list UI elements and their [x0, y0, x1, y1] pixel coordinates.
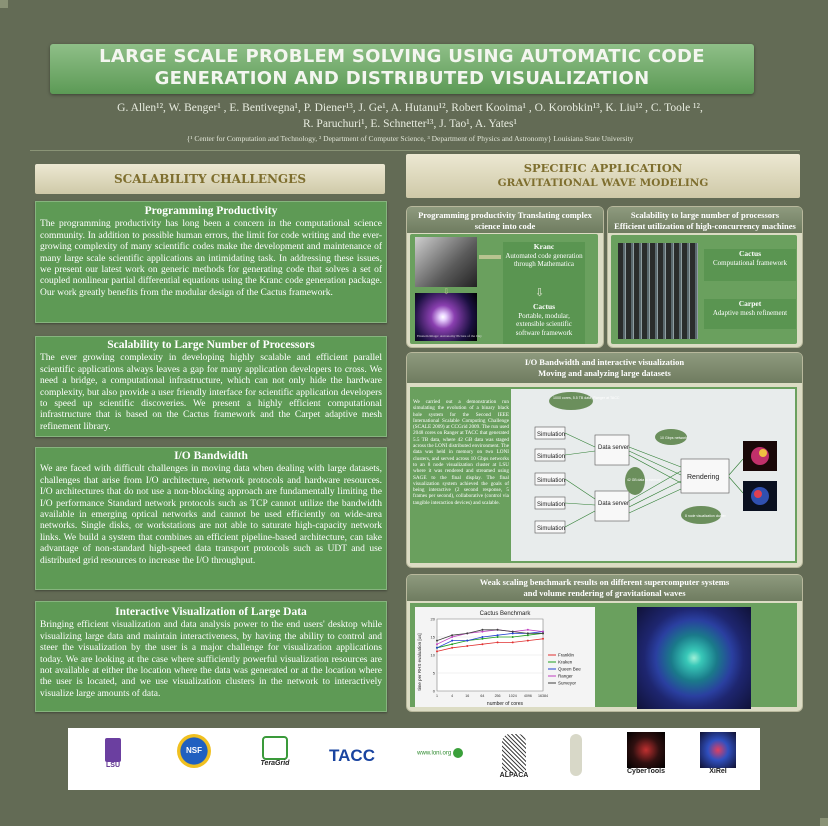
bubble-cores-text: 1000 cores, 5.5 TB data, Ranger at TACC — [553, 396, 620, 400]
x-tick-label: 1 — [436, 694, 438, 698]
loni-icon — [453, 748, 463, 758]
chart-xlabel: number of cores — [486, 701, 524, 707]
gravitational-wave-render — [637, 607, 751, 709]
poster-title — [50, 44, 754, 94]
section-body: Bringing efficient visualization and data analysis power to the end users' desktop while visualizing large data and maintain interactiveness, by having the ability to control and steer the visualization by the user is a major challenge for visualization applications today. We are looking at the case where sufficiently powerful visualization resources are not available at either the location where the data was generated or at the location where the user is located, and we use visualization clusters in the network to interactively visualize large amounts of data. — [40, 620, 382, 699]
io-diagram — [511, 389, 795, 561]
data-point — [436, 647, 438, 649]
panel-benchmark — [406, 574, 803, 712]
cactus-framework-box — [704, 249, 796, 281]
data-point — [497, 636, 499, 638]
data-point — [481, 638, 483, 640]
data-point — [497, 641, 499, 643]
nsf-logo — [174, 734, 214, 768]
lsu-icon — [105, 738, 121, 762]
data-point — [527, 629, 529, 631]
right-column-header — [406, 154, 800, 198]
data-point — [527, 640, 529, 642]
panel-scalability-title-2: Efficient utilization of high-concurrency machines — [614, 221, 796, 231]
right-header-line-1: SPECIFIC APPLICATION — [523, 161, 683, 175]
chart-ylabel: time per RHS evaluation [us] — [417, 633, 422, 691]
authors-line-1: G. Allen¹², W. Benger¹ , E. Bentivegna¹, P. Diener¹³, J. Ge¹, A. Hutanu¹², Robert Kooima¹ , O. Korobkin¹³, K. Liu¹² , C. Toole ¹², — [117, 102, 703, 114]
section-heading: I/O Bandwidth — [174, 450, 248, 462]
section-body: The programming productivity has long been a concern in the computational science community. In addition to possible human errors, the limit for code writing and the ever-growing complexity of many scientific codes make the development and maintenance of many large scale scientific applications an intimidating task. In addressing these issues, we present our latest work on generic methods for generating code that solves a set of coupled nonlinear partial differential equations using the Kranc code generation package. Our work greatly benefits from the modular design of the Cactus framework. — [40, 219, 382, 298]
panel-scalability-title — [608, 207, 802, 233]
arrow-down-icon: ⇩ — [443, 287, 450, 296]
data-point — [451, 640, 453, 642]
loni-logo — [412, 748, 468, 758]
header-divider — [30, 150, 800, 151]
data-point — [466, 645, 468, 647]
x-tick-label: 256 — [494, 694, 501, 698]
y-tick-label: 15 — [430, 634, 435, 640]
sim-label: Simulation — [537, 502, 566, 508]
carpet-text: Adaptive mesh refinement — [712, 308, 788, 317]
data-server-label-1: Data server — [598, 445, 630, 451]
title-line-2: GENERATION AND DISTRIBUTED VISUALIZATION — [154, 68, 650, 89]
cactus-framework-text: Computational framework — [712, 258, 788, 267]
lsu-text: LSU — [106, 762, 120, 769]
data-point — [527, 632, 529, 634]
sim-label: Simulation — [537, 526, 566, 532]
bubble-memory-text: 42 GB data in memory — [627, 478, 661, 482]
bubble-network-text: 10 Gbps network — [660, 436, 688, 440]
kranc-text: Automated code generation through Mathematica — [505, 251, 583, 268]
y-tick-label: 20 — [430, 616, 435, 622]
lsu-logo — [98, 738, 128, 769]
benchmark-chart — [415, 607, 595, 707]
data-point — [436, 650, 438, 652]
xirel-icon — [700, 732, 736, 768]
y-tick-label: 5 — [432, 670, 435, 676]
nsf-text: NSF — [177, 734, 211, 768]
alpaca-logo — [494, 734, 534, 779]
tacc-logo: TACC — [329, 746, 375, 765]
data-point — [451, 647, 453, 649]
teragrid-icon — [262, 736, 288, 760]
bubble-cores — [549, 392, 593, 410]
authors-line-2: R. Paruchuri¹, E. Schnetter¹³, J. Tao¹, A. Yates¹ — [303, 118, 517, 130]
data-point — [512, 636, 514, 638]
einstein-image — [415, 237, 477, 287]
xirel-logo — [696, 732, 740, 775]
data-point — [512, 632, 514, 634]
carpet-box — [704, 299, 796, 329]
xirel-text: XiRel — [709, 768, 727, 775]
panel-benchmark-title-2: and volume rendering of gravitational waves — [523, 588, 686, 598]
panel-productivity — [406, 206, 604, 348]
chart-title: Cactus Benchmark — [479, 611, 531, 617]
data-point — [512, 631, 514, 633]
x-tick-label: 1024 — [508, 694, 517, 698]
panel-benchmark-title-1: Weak scaling benchmark results on different supercomputer systems — [479, 577, 730, 587]
panel-benchmark-title — [407, 575, 802, 601]
data-point — [542, 638, 544, 640]
data-point — [481, 636, 483, 638]
x-tick-label: 16 — [465, 694, 470, 698]
alpaca-text: ALPACA — [499, 772, 529, 779]
sim-label: Simulation — [537, 454, 566, 460]
section-heading: Interactive Visualization of Large Data — [115, 606, 307, 618]
data-point — [436, 640, 438, 642]
kranc-title: Kranc — [533, 242, 555, 251]
section-body: The ever growing complexity in developing highly scalable and efficient parallel scientific applications always leaves a gap for many application developers to cross. We need a bridge, a computational infrastructure, which can not only hide the hardware complexity, but also provide a user friendly interface for scientific application developers to speed up scientific discoveries. We present a highly efficient computational infrastructure that is based on the Cactus framework and the Carpet adaptive mesh refinement library. — [40, 353, 382, 432]
data-point — [481, 629, 483, 631]
affiliations: {¹ Center for Computation and Technology, ² Department of Computer Science, ³ Department of Physics and Astronomy} Louisiana State University — [186, 134, 634, 143]
sim-label: Simulation — [537, 432, 566, 438]
legend-label: Franklin — [558, 652, 575, 658]
panel-io-title — [407, 353, 802, 383]
data-point — [542, 631, 544, 633]
section-scalability — [35, 336, 387, 437]
section-programming-productivity — [35, 201, 387, 323]
figure-icon — [570, 734, 582, 776]
frame-corner — [820, 818, 828, 826]
section-interactive-visualization — [35, 601, 387, 712]
panel-scalability — [607, 206, 803, 348]
supercomputer-image — [618, 243, 698, 339]
section-body: We are faced with difficult challenges in moving data when dealing with large datasets, challenges that arise from I/O architecture, network protocols and hardware resources. I/O architectures that do not use a non-blocking approach are fundamentally limiting the I/O performance Standard network protocols such as TCP cannot utilize the bandwidth available in emerging optical networks and cannot be used efficiently on wide-area networks. Single disks, or workstations are not able to saturate high-capacity network links. We build a system that combines an efficient pipeline-based architecture, can take advantage of non-standard high-speed data transport protocols such as UDT and use distributed grid resources to increase the I/O throughput. — [40, 464, 382, 566]
teragrid-logo — [250, 736, 300, 767]
title-line-1: LARGE SCALE PROBLEM SOLVING USING AUTOMATIC CODE — [99, 46, 705, 67]
bubble-vis-text: 8 node visualization cluster — [685, 514, 726, 518]
panel-io-title-1: I/O Bandwidth and interactive visualization — [524, 357, 685, 367]
render-blob-1b — [759, 449, 767, 457]
x-tick-label: 4096 — [523, 694, 532, 698]
left-header-text: SCALABILITY CHALLENGES — [113, 172, 306, 186]
data-point — [466, 632, 468, 634]
legend-label: Kraken — [558, 659, 573, 665]
data-point — [481, 643, 483, 645]
loni-text: www.loni.org — [417, 750, 452, 757]
panel-productivity-title: Programming productivity Translating complex science into code — [407, 207, 603, 233]
y-tick-label: 0 — [432, 688, 435, 694]
legend-label: Surveyor — [558, 680, 577, 686]
cactus-title: Cactus — [532, 302, 556, 311]
data-point — [497, 629, 499, 631]
data-server-label-2: Data server — [598, 501, 630, 507]
y-tick-label: 10 — [430, 652, 435, 658]
cybertools-logo — [616, 732, 676, 775]
data-point — [542, 632, 544, 634]
cactus-framework-title: Cactus — [738, 249, 762, 258]
data-point — [497, 634, 499, 636]
rendering-label: Rendering — [687, 474, 720, 481]
left-column-header — [35, 164, 385, 194]
data-point — [436, 643, 438, 645]
panel-io — [406, 352, 803, 568]
cactus-text: Portable, modular, extensible scientific software framework — [515, 311, 573, 337]
image-caption: Einstein Image: Astronomy Picture of the Day — [417, 334, 482, 338]
data-point — [451, 634, 453, 636]
cybertools-text: CyberTools — [627, 768, 665, 775]
data-point — [451, 643, 453, 645]
frame-corner — [0, 0, 8, 8]
cactus-box — [503, 302, 585, 344]
legend-label: Queen Bee — [558, 666, 581, 672]
teragrid-text: TeraGrid — [260, 760, 290, 767]
arrow-down-icon: ⇩ — [535, 287, 545, 299]
sponsor-logos — [68, 728, 760, 790]
data-point — [451, 636, 453, 638]
panel-io-title-2: Moving and analyzing large datasets — [538, 368, 671, 378]
data-point — [512, 641, 514, 643]
x-tick-label: 16384 — [538, 694, 548, 698]
arrow-right — [479, 255, 501, 259]
sim-label: Simulation — [537, 478, 566, 484]
data-point — [527, 634, 529, 636]
data-point — [466, 640, 468, 642]
legend-label: Ranger — [558, 673, 573, 679]
render-blob-1 — [751, 447, 769, 465]
io-description: We carried out a demonstration run simulating the evolution of a binary black hole system for the Second IEEE International Scalable Computing Challenge (SCALE 2009) at CCGrid 2009. The run used 2048 cores on Ranger at TACC that generated 5.5 TB data, where 42 GB data was staged across the LONI distributed environment. The data was held in memory on two LONI clusters, and served across 10 Gbps networks to an 8 node visualization cluster at LSU where it was rendered and streamed using SAGE to the final display. The final visualization system achieved the goals of being interactive (2 second response, 5 frames per second), collaborative (control via tangible interaction devices) and scalable. — [413, 399, 509, 506]
data-point — [481, 631, 483, 633]
cybertools-icon — [627, 732, 665, 768]
panel-scalability-title-1: Scalability to large number of processors — [630, 210, 780, 220]
section-heading: Scalability to Large Number of Processors — [107, 339, 315, 351]
figure-logo — [566, 734, 586, 776]
section-heading: Programming Productivity — [144, 205, 278, 217]
right-header-line-2: GRAVITATIONAL WAVE MODELING — [497, 177, 709, 189]
x-tick-label: 64 — [480, 694, 485, 698]
section-io-bandwidth — [35, 447, 387, 590]
x-tick-label: 4 — [451, 694, 454, 698]
carpet-title: Carpet — [738, 299, 762, 308]
render-blob-2b — [754, 490, 762, 498]
alpaca-icon — [502, 734, 526, 772]
